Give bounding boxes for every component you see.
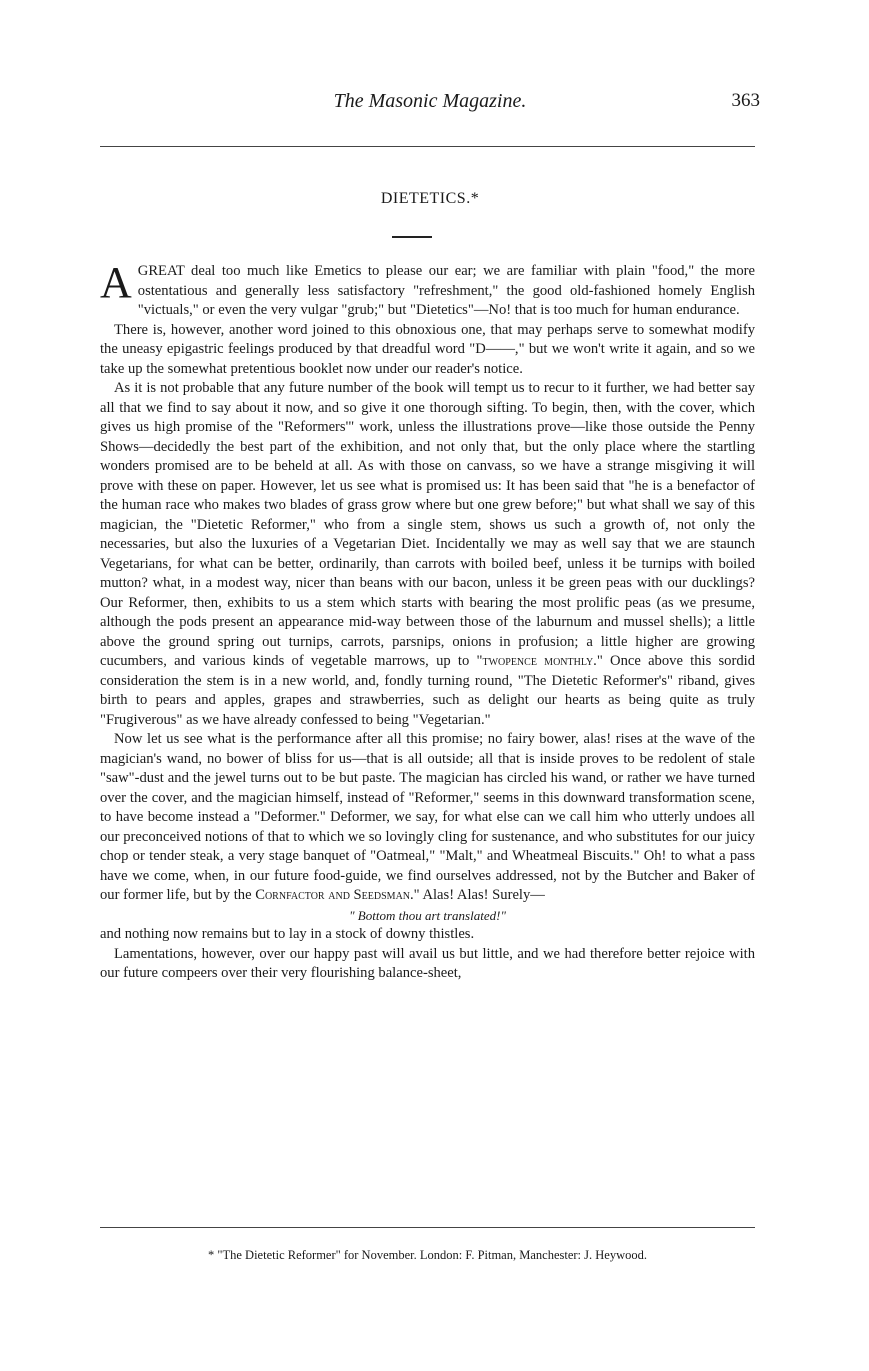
addressee-phrase: Cornfactor and Seedsman xyxy=(255,887,411,903)
block-quote: " Bottom thou art translated!" xyxy=(349,907,506,923)
article-title: DIETETICS.* xyxy=(380,190,480,207)
paragraph-3-text-b: ." Once above this sordid consideration the stem is in a new world, and, fondly turning round, "The Dietetic Reformer's" riband, gives birth to pears and apples, grapes and strawberries, such as delight our hearts as being quite as truly "Frugiverous" as we have already confessed to being "Vegetarian." xyxy=(100,653,755,728)
page-number: 363 xyxy=(731,90,760,111)
running-title: The Masonic Magazine. xyxy=(333,90,527,112)
paragraph-3-text-a: As it is not probable that any future number of the book will tempt us to recur to it further, we had better say all that we find to say about it now, and so give it one thorough sifting. To begin, then, with the cover, which gives us high promise of the "Reformers'" work, unless the illustrations prove—like those outside the Penny Shows—decidedly the best part of the exhibition, and not only that, but the only place where the startling wonders promised are to be beheld at all. As with those on canvass, so we have a strange misgiving it will prove with these on paper. However, let us see what is promised us: It has been said that "he is a benefactor of the human race who makes two blades of grass grow where but one grew before;" but what shall we say of this magician, the "Dietetic Reformer," who from a single stem, shows us such a growth of, not only the necessaries, but also the luxuries of a Vegetarian Diet. Incidentally we may as well say that we are staunch Vegetarians, for what can be better, ordinarily, than carrots with boiled beef, unless it be turnips with boiled mutton? what, in a modest way, nicer than beans with our bacon, unless it be green peas with our ducklings? Our Reformer, then, exhibits to us a stem which starts with bearing the most prolific peas (as we presume, although the pods present an appearance mid-way between those of the laburnum and mussel shells); a little above the ground spring out turnips, carrots, parsnips, onions in profusion; a little higher are growing cucumbers, and various kinds of vegetable marrows, up to " xyxy=(100,380,755,669)
paragraph-6: Lamentations, however, over our happy past will avail us but little, and we had therefore better rejoice with our future compeers over their very flourishing balance-sheet, xyxy=(100,945,755,981)
drop-cap: A xyxy=(100,258,132,307)
paragraph-2: There is, however, another word joined to this obnoxious one, that may perhaps serve to somewhat modify the uneasy epigastric feelings produced by that dreadful word "D——," but we won't write it again, and so we take up the somewhat pretentious booklet now under our reader's notice. xyxy=(100,321,755,377)
footnote-rule xyxy=(100,1227,755,1228)
footnote: * "The Dietetic Reformer" for November. London: F. Pitman, Manchester: J. Heywood. xyxy=(208,1248,647,1262)
paragraph-3 xyxy=(100,379,755,730)
paragraph-4-text-b: ." Alas! Alas! Surely— xyxy=(410,887,545,903)
article-body xyxy=(100,258,755,984)
header-rule xyxy=(100,146,755,147)
title-rule xyxy=(392,236,432,238)
paragraph-1-text: GREAT deal too much like Emetics to please our ear; we are familiar with plain "food," the more ostentatious and generally less satisfactory "refreshment," the good old-fashioned homely English "victuals," or even the very vulgar "grub;" but "Dietetics"—No! that is too much for human endurance. xyxy=(137,263,755,318)
price-phrase: twopence monthly xyxy=(482,653,594,669)
paragraph-1 xyxy=(100,258,755,321)
paragraph-4 xyxy=(100,730,755,906)
page-header xyxy=(100,88,760,118)
paragraph-4-text-a: Now let us see what is the performance after all this promise; no fairy bower, alas! rises at the wave of the magician's wand, no bower of bliss for us—that is all outside; all that is inside proves to be redolent of stale "saw"-dust and the jewel turns out to be but paste. The magician has circled his wand, or rather we have turned over the cover, and the magician himself, instead of "Reformer," seems in this downward transformation scene, to have become instead a "Deformer." Deformer, we say, for what else can we call him who utterly undoes all our preconceived notions of that to which we so lovingly cling for sustenance, and who substitutes for our juicy chop or tender steak, a very stage banquet of "Oatmeal," "Malt," and Wheatmeal Biscuits." Oh! to what a pass have we come, when, in our future food-guide, we find ourselves addressed, not by the Butcher and Baker of our former life, but by the xyxy=(100,731,755,903)
paragraph-5: and nothing now remains but to lay in a stock of downy thistles. xyxy=(100,926,475,942)
